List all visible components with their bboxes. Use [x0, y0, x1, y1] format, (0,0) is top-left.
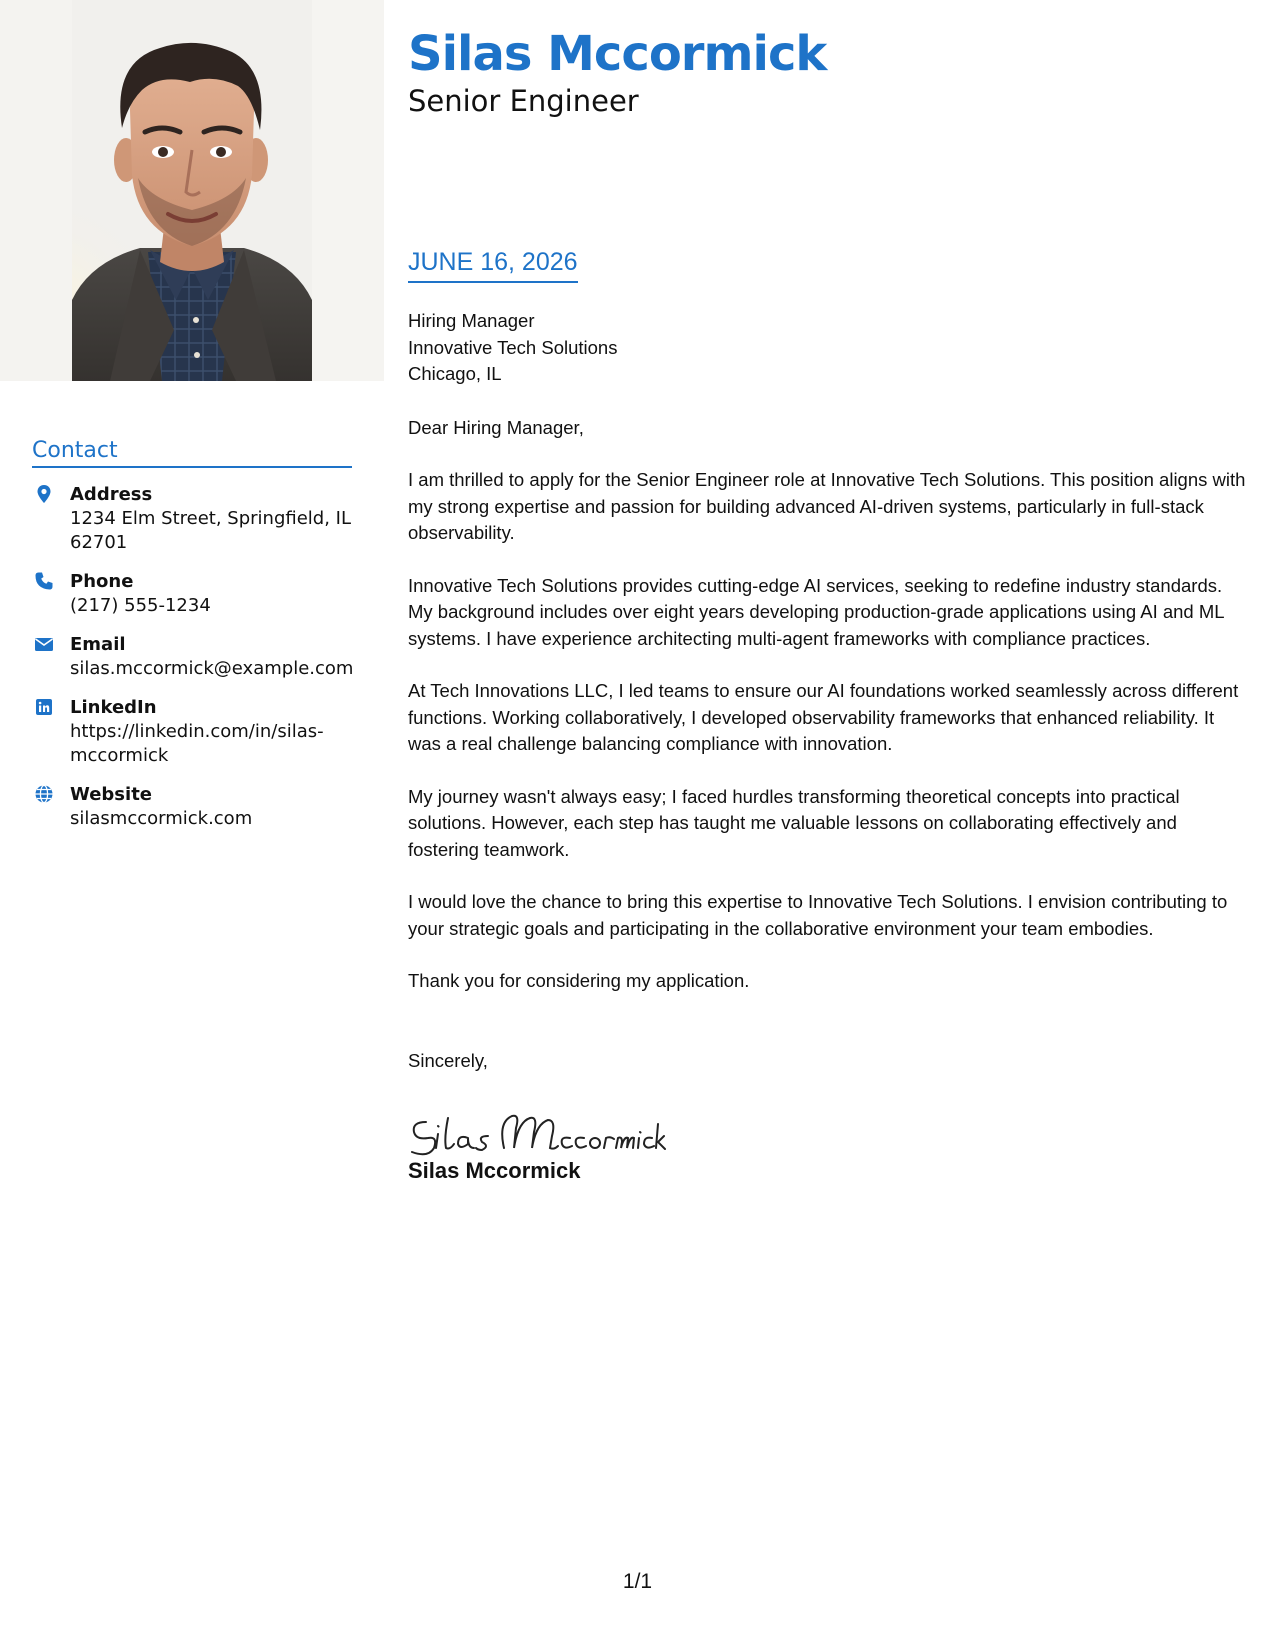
- recipient-line: Innovative Tech Solutions: [408, 336, 618, 358]
- contact-phone: [32, 569, 352, 618]
- salutation: Dear Hiring Manager,: [408, 416, 584, 438]
- contact-value-email: silas.mccormick@example.com: [70, 658, 354, 679]
- body-paragraph: I would love the chance to bring this expertise to Innovative Tech Solutions. I envision contributing to your strategic goals and participating in the collaborative environment your team embodies.: [408, 891, 1228, 939]
- body-paragraph: Innovative Tech Solutions provides cutting-edge AI services, seeking to redefine industry standards. My background includes over eight years developing production-grade applications using AI and ML systems. I have experience architecting multi-agent frameworks with compliance practices.: [408, 574, 1224, 649]
- phone-icon: [34, 571, 54, 591]
- date-block: [408, 248, 578, 283]
- signature-name: Silas Mccormick: [408, 1158, 581, 1183]
- applicant-title: Senior Engineer: [408, 84, 639, 118]
- contact-website: [32, 782, 352, 831]
- contact-email: [32, 632, 352, 681]
- body-paragraph: At Tech Innovations LLC, I led teams to ensure our AI foundations worked seamlessly across different functions. Working collaboratively, I developed observability frameworks that enhanced reliability. It was a real challenge balancing compliance with innovation.: [408, 680, 1239, 754]
- applicant-name: Silas Mccormick: [408, 26, 827, 82]
- contact-value-linkedin[interactable]: https://linkedin.com/in/silas-mccormick: [70, 721, 324, 766]
- body-paragraph: My journey wasn't always easy; I faced hurdles transforming theoretical concepts into practical solutions. However, each step has taught me valuable lessons on collaborating effectively and fostering teamwork.: [408, 785, 1180, 860]
- contact-label-address: Address: [70, 484, 153, 505]
- contact-label-website: Website: [70, 784, 153, 805]
- handwritten-signature: [408, 1108, 1248, 1158]
- profile-photo: [0, 0, 384, 381]
- letter-body: [408, 308, 1248, 1185]
- contact-value-website[interactable]: silasmccormick.com: [70, 808, 253, 829]
- contact-label-email: Email: [70, 634, 126, 655]
- body-paragraph: Thank you for considering my application.: [408, 970, 750, 991]
- contact-linkedin: [32, 695, 352, 768]
- email-icon: [34, 634, 54, 654]
- letter-date: JUNE 16, 2026: [408, 248, 578, 283]
- contact-value-address: 1234 Elm Street, Springfield, IL 62701: [70, 508, 352, 553]
- closing: Sincerely,: [408, 1049, 488, 1071]
- body-paragraph: I am thrilled to apply for the Senior Engineer role at Innovative Tech Solutions. This position aligns with my strong expertise and passion for building advanced AI-driven systems, particularly in full-stack observability.: [408, 469, 1246, 543]
- globe-icon: [34, 784, 54, 804]
- location-pin-icon: [34, 484, 54, 504]
- recipient-block: [408, 308, 1248, 388]
- contact-value-phone: (217) 555-1234: [70, 595, 211, 616]
- contact-sidebar: [32, 438, 352, 831]
- letter-main: [408, 26, 1248, 1183]
- page-number: 1/1: [622, 1570, 653, 1593]
- recipient-line: Hiring Manager: [408, 310, 535, 331]
- linkedin-icon: [34, 697, 54, 717]
- contact-address: [32, 482, 352, 555]
- contact-heading: Contact: [32, 438, 352, 468]
- recipient-line: Chicago, IL: [408, 363, 502, 384]
- contact-label-phone: Phone: [70, 571, 134, 592]
- contact-label-linkedin: LinkedIn: [70, 697, 157, 718]
